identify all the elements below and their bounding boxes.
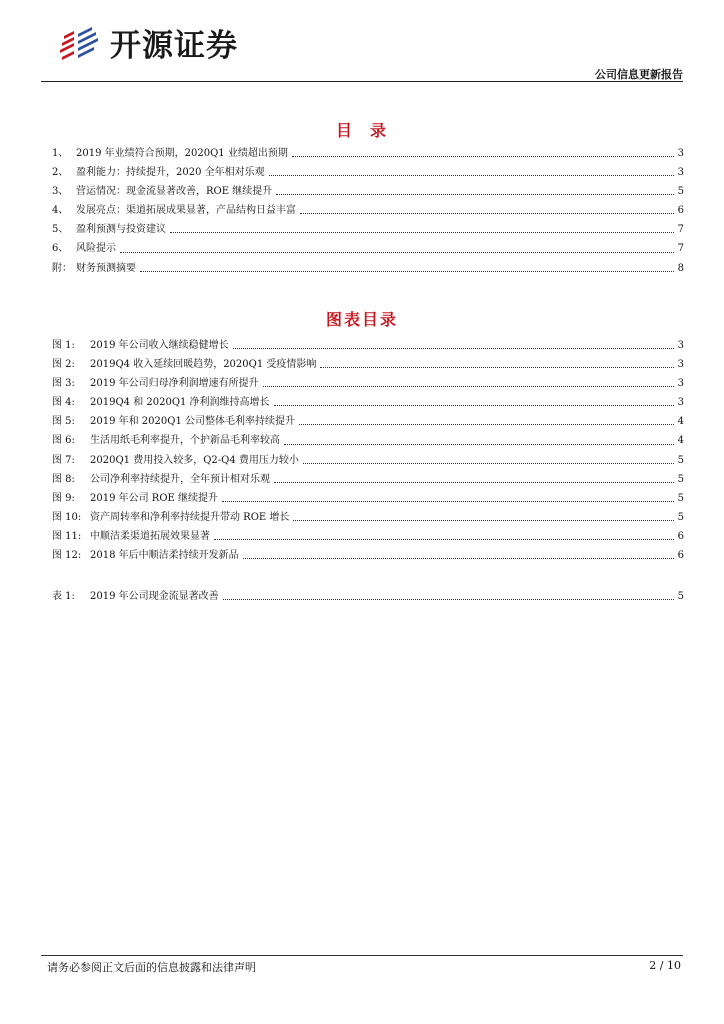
toc-entry-page: 3 [677,148,684,159]
figure-entry-number: 图 8: [52,473,75,485]
table-entry-number: 表 1: [52,591,75,602]
toc-entry-title: 2019 年业绩符合预期，2020Q1 业绩超出预期 [76,148,288,159]
figure-entry[interactable] [52,546,684,565]
dot-leader [269,175,674,176]
toc-entry-page: 7 [677,224,684,236]
page-indicator: 2 / 10 [649,959,681,972]
figure-entry-title: 资产周转率和净利率持续提升带动 ROE 增长 [90,511,290,523]
header-divider [41,81,683,82]
toc-entry[interactable] [52,239,684,258]
toc-entry-title: 财务预测摘要 [76,262,136,274]
dot-leader [293,520,674,521]
dot-leader [243,558,674,559]
figure-entry[interactable] [52,489,684,508]
figure-entry[interactable] [52,470,684,489]
dot-leader [233,348,674,349]
dot-leader [223,599,674,600]
figure-entry-title: 2019 年公司 ROE 继续提升 [90,492,219,504]
figure-entry-title: 2018 年后中顺洁柔持续开发新品 [90,550,239,562]
figure-entry-number: 图 12: [52,550,82,562]
toc-entry-page: 8 [677,262,684,274]
figure-entry-page: 3 [677,359,684,371]
toc-entry[interactable] [52,163,684,182]
figure-entry-page: 5 [677,511,684,523]
toc-entry[interactable] [52,201,684,220]
figure-entry-number: 图 4: [52,397,75,409]
table-entry-title: 2019 年公司现金流显著改善 [90,591,219,602]
toc-entry-page: 3 [677,167,684,179]
toc-entry[interactable] [52,182,684,201]
figure-entry-number: 图 1: [52,340,75,351]
figure-entry-number: 图 11: [52,530,82,542]
toc-entry-title: 发展亮点：渠道拓展成果显著，产品结构日益丰富 [76,205,296,217]
toc-entry-number: 6、 [52,243,69,255]
figure-entry[interactable] [52,451,684,470]
figure-entry[interactable] [52,355,684,374]
toc-entry-number: 附： [52,262,72,274]
dot-leader [170,232,674,233]
figure-entry-number: 图 7: [52,454,75,466]
figure-entry[interactable] [52,412,684,431]
legal-disclaimer: 请务必参阅正文后面的信息披露和法律声明 [47,961,256,974]
dot-leader [274,482,674,483]
figure-entry-number: 图 2: [52,359,75,371]
toc-title [0,118,724,141]
page-header [0,0,724,84]
footer-divider [41,955,683,956]
toc-entry-number: 1、 [52,148,69,159]
report-type-label: 公司信息更新报告 [595,68,683,81]
toc-entry-number: 3、 [52,186,69,198]
dot-leader [274,405,674,406]
toc-entry[interactable] [52,220,684,239]
figure-entry-page: 3 [677,397,684,409]
toc-entry[interactable] [52,144,684,163]
figure-entry-title: 生活用纸毛利率提升，个护新品毛利率较高 [90,435,280,447]
figure-entry-page: 4 [677,416,684,428]
kaiyuan-logo-icon [58,24,104,64]
toc-title-char-2: 录 [370,121,389,140]
figure-entry[interactable] [52,336,684,355]
dot-leader [303,463,674,464]
figure-entry-page: 3 [677,378,684,390]
figure-entry-page: 5 [677,473,684,485]
toc-entry-title: 盈利预测与投资建议 [76,224,166,236]
figure-entry[interactable] [52,374,684,393]
table-entry[interactable] [52,587,684,606]
dot-leader [120,252,674,253]
figure-entry-number: 图 9: [52,492,75,504]
toc-entry-page: 6 [677,205,684,217]
figure-entry[interactable] [52,527,684,546]
figure-list [52,336,684,565]
dot-leader [299,424,674,425]
figure-entry[interactable] [52,393,684,412]
table-entry-page: 5 [677,591,684,602]
figure-entry-number: 图 3: [52,378,75,390]
figure-entry-page: 6 [677,550,684,562]
figure-entry[interactable] [52,431,684,450]
figure-entry-page: 5 [677,492,684,504]
toc-entry-title: 盈利能力：持续提升，2020 全年相对乐观 [76,167,265,179]
toc-entry-number: 4、 [52,205,69,217]
toc-list [52,144,684,278]
dot-leader [140,271,674,272]
figure-list-title: 图表目录 [325,310,398,329]
table-list [52,587,684,606]
dot-leader [300,213,674,214]
figure-entry-title: 2019Q4 和 2020Q1 净利润维持高增长 [90,397,270,409]
dot-leader [284,444,674,445]
brand-logo [58,24,268,68]
figure-entry-page: 6 [677,530,684,542]
toc-title-char-1: 目 [335,121,354,140]
figure-entry-number: 图 10: [52,511,82,523]
toc-entry-page: 7 [677,243,684,255]
figure-entry-title: 2019 年公司收入继续稳健增长 [90,340,229,351]
figure-entry-page: 5 [677,454,684,466]
dot-leader [320,367,674,368]
dot-leader [276,194,674,195]
toc-entry-title: 风险提示 [76,243,116,255]
dot-leader [214,539,674,540]
brand-name: 开源证券 [110,28,238,64]
figure-entry-number: 图 5: [52,416,75,428]
toc-entry-page: 5 [677,186,684,198]
figure-entry[interactable] [52,508,684,527]
figure-entry-number: 图 6: [52,435,75,447]
dot-leader [263,386,674,387]
dot-leader [222,501,674,502]
figure-entry-title: 公司净利率持续提升，全年预计相对乐观 [90,473,270,485]
figure-entry-page: 4 [677,435,684,447]
figure-entry-title: 中顺洁柔渠道拓展效果显著 [90,530,210,542]
toc-entry-number: 2、 [52,167,69,179]
dot-leader [292,156,674,157]
toc-entry[interactable] [52,259,684,278]
toc-entry-number: 5、 [52,224,69,236]
figure-entry-title: 2020Q1 费用投入较多，Q2-Q4 费用压力较小 [90,454,299,466]
figure-entry-title: 2019Q4 收入延续回暖趋势，2020Q1 受疫情影响 [90,359,317,371]
figure-entry-page: 3 [677,340,684,351]
figure-entry-title: 2019 年和 2020Q1 公司整体毛利率持续提升 [90,416,295,428]
toc-entry-title: 营运情况：现金流显著改善，ROE 继续提升 [76,186,273,198]
figure-entry-title: 2019 年公司归母净利润增速有所提升 [90,378,259,390]
